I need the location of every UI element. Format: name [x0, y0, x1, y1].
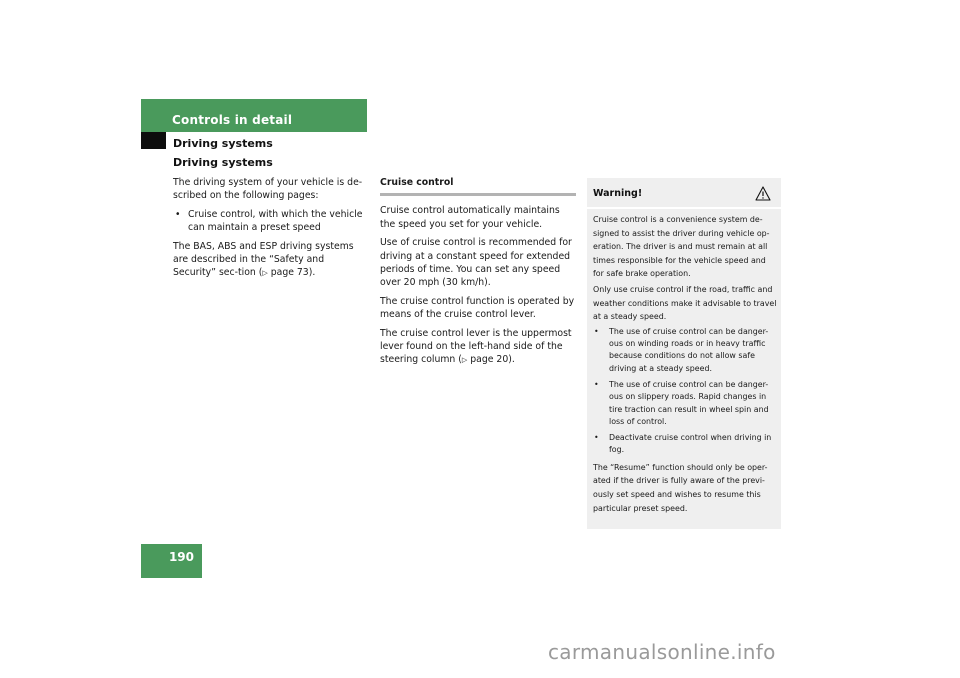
left-column	[173, 176, 369, 286]
page-number: 190	[168, 550, 194, 564]
chapter-title: Controls in detail	[172, 113, 293, 127]
heading-divider	[380, 193, 576, 196]
warning-box	[587, 178, 781, 529]
safety-reference	[173, 240, 369, 281]
page-reference-arrow-icon: ▷	[262, 269, 268, 278]
paragraph: The cruise control function is operated by means of the cruise control lever.	[380, 295, 575, 321]
page-reference-arrow-icon: ▷	[461, 356, 468, 365]
page-reference-link[interactable]: page 73).	[267, 267, 316, 279]
warning-title: Warning!	[593, 188, 643, 199]
warning-list-item: • Deactivate cruise control when driving in fog.	[593, 432, 777, 457]
page-number-box	[141, 544, 202, 578]
warning-list-item: • The use of cruise control can be danger-ous on winding roads or in heavy traffic because conditions do not allow safe driving at a steady speed.	[593, 326, 777, 375]
warning-list-item: • The use of cruise control can be danger-ous on slippery roads. Rapid changes in tire traction can result in wheel spin and loss of control.	[593, 379, 777, 428]
warning-paragraph: Only use cruise control if the road, traffic and weather conditions make it advisable to travel at a steady speed.	[593, 284, 777, 322]
paragraph: Use of cruise control is recommended for driving at a constant speed for extended periods of time. You can set any speed over 20 mph (30 km/h).	[380, 237, 572, 289]
cruise-control-heading: Cruise control	[380, 177, 454, 188]
page-reference-link[interactable]: page 20).	[467, 354, 515, 366]
warning-paragraph: Cruise control is a convenience system de-signed to assist the driver during vehicle op-eration. The driver is and must remain at all times responsible for the vehicle speed and for safe brake operation.	[593, 215, 770, 279]
paragraph: Cruise control automatically maintains the speed you set for your vehicle.	[380, 205, 560, 230]
warning-triangle-icon	[755, 186, 771, 201]
reference-text: The BAS, ABS and ESP driving systems are described in the “Safety and Security” sec-tion (	[173, 240, 354, 279]
warning-divider	[587, 207, 781, 209]
warning-paragraph: The “Resume” function should only be oper-ated if the driver is fully aware of the previ-ously set speed and wishes to resume this particular preset speed.	[593, 462, 768, 513]
warning-list	[593, 326, 777, 457]
list-item: • Cruise control, with which the vehicle can maintain a preset speed	[173, 208, 369, 235]
watermark: carmanualsonline.info	[548, 640, 776, 664]
chapter-subtitle: Driving systems	[173, 137, 273, 150]
intro-text: The driving system of your vehicle is de-scribed on the following pages:	[173, 177, 363, 202]
middle-column	[380, 176, 576, 373]
section-marker	[141, 132, 166, 149]
warning-body	[593, 213, 777, 517]
reference-text: The cruise control lever is the uppermost lever found on the left-hand side of the steering column (	[380, 327, 572, 366]
lever-reference	[380, 327, 576, 368]
section-title: Driving systems	[173, 156, 273, 169]
driving-systems-list	[173, 208, 369, 235]
